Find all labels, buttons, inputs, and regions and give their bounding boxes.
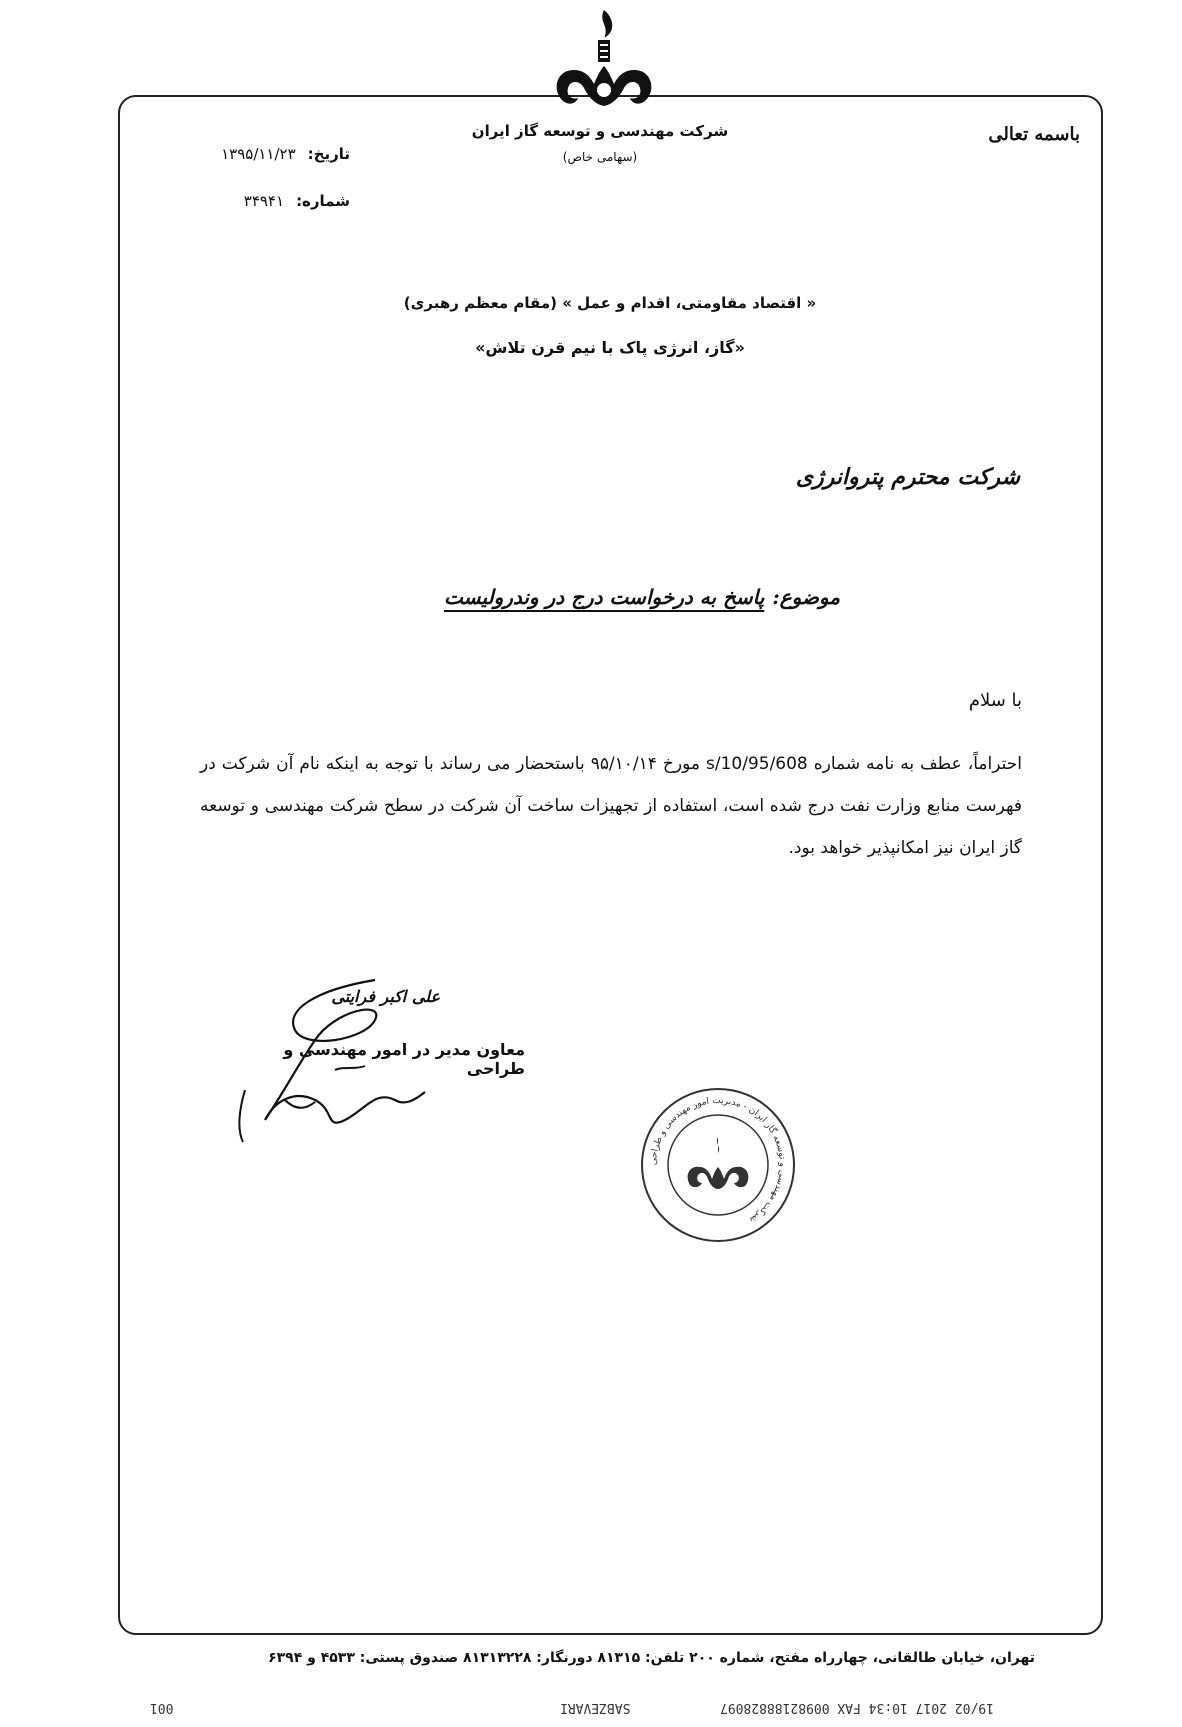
- subject-value: پاسخ به درخواست درج در وندرولیست: [443, 585, 765, 609]
- company-type: (سهامی خاص): [562, 150, 638, 164]
- signer-name: علی اکبر فرایتی: [331, 987, 440, 1006]
- letter-body: احتراماً، عطف به نامه شماره s/10/95/608 مورخ ۹۵/۱۰/۱۴ باستحضار می رساند با توجه به اینکه نام آن شرکت در فهرست منابع وزارت نفت درج شده است، استفاده از تجهیزات ساخت آن شرکت در سطح شرکت مهندسی و توسعه گاز ایران نیز امکانپذیر خواهد بود.: [200, 754, 1022, 858]
- fax-page-number: 001: [150, 1700, 174, 1715]
- subject-row: [300, 585, 840, 609]
- official-stamp-icon: [638, 1085, 798, 1245]
- signer-title: معاون مدیر در امور مهندسی و طراحی: [283, 1040, 525, 1078]
- company-logo-icon: [548, 4, 660, 116]
- number-label: شماره:: [296, 192, 350, 210]
- subject-label: موضوع:: [772, 585, 840, 609]
- fax-header: 19/02 2017 10:34 FAX 00982188828097: [720, 1700, 994, 1715]
- number-value: ۳۴۹۴۱: [243, 192, 285, 210]
- date-value: ۱۳۹۵/۱۱/۲۳: [221, 145, 296, 163]
- greeting: با سلام: [968, 690, 1022, 711]
- stamp-text: شرکت مهندسی و توسعه گاز ایران - مدیریت امور مهندسی و طراحی: [648, 1095, 788, 1225]
- date-label: تاریخ:: [307, 145, 350, 163]
- fax-transmission-line: [150, 1700, 1050, 1722]
- slogan-economy: « اقتصاد مقاومتی، اقدام و عمل » (مقام معظم رهبری): [403, 294, 817, 312]
- recipient: شرکت محترم پتروانرژی: [795, 464, 1020, 490]
- number-row: [170, 192, 350, 210]
- date-row: [170, 145, 350, 163]
- fax-sender: SABZEVARI: [560, 1700, 631, 1715]
- company-name: شرکت مهندسی و توسعه گاز ایران: [471, 122, 729, 140]
- footer-address: تهران، خیابان طالقانی، چهارراه مفتح، شماره ۲۰۰ تلفن: ۸۱۳۱۵ دورنگار: ۸۱۳۱۳۲۲۸ صندوق پستی: ۴۵۳۳ و ۶۳۹۴: [268, 1650, 1035, 1666]
- invocation-heading: باسمه تعالی: [988, 124, 1080, 145]
- slogan-gas: «گاز، انرژی پاک با نیم قرن تلاش»: [475, 338, 745, 357]
